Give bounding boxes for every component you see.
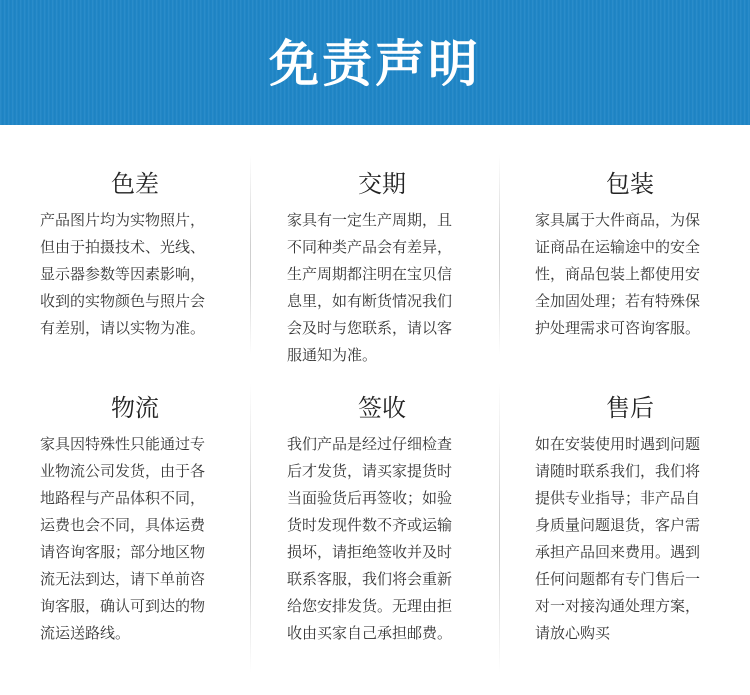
section-title: 色差 [111, 170, 159, 198]
section-body: 家具因特殊性只能通过专 业物流公司发货，由于各 地路程与产品体积不同， 运费也会不同，具体运费 请咨询客服；部分地区物 流无法到达，请下单前咨 询客服，确认可到达的物 流运送路线。 [40, 435, 206, 642]
section-title: 物流 [111, 394, 159, 422]
disclaimer-banner [0, 0, 750, 125]
section-body: 我们产品是经过仔细检查 后才发货，请买家提货时 当面验货后再签收；如验 货时发现件数不齐或运输 损坏，请拒绝签收并及时 联系客服，我们将会重新 给您安排发货。无理由拒 收由买家自己承担邮费。 [287, 435, 453, 642]
section-delivery-time [287, 167, 477, 369]
section-after-sales [535, 391, 725, 647]
section-body: 家具有一定生产周期，且 不同种类产品会有差异， 生产周期都注明在宝贝信 息里，如有断货情况我们 会及时与您联系，请以客 服通知为准。 [287, 211, 453, 364]
section-body: 家具属于大件商品，为保 证商品在运输途中的安全 性，商品包装上都使用安 全加固处理；若有特殊保 护处理需求可咨询客服。 [535, 211, 701, 337]
section-color-difference [40, 167, 230, 342]
section-packaging [535, 167, 725, 342]
section-receipt [287, 391, 477, 647]
divider-line [250, 155, 251, 355]
divider-line [250, 383, 251, 673]
section-title: 交期 [358, 170, 406, 198]
section-title: 售后 [606, 394, 654, 422]
page-title: 免责声明 [269, 34, 481, 93]
divider-line [499, 155, 500, 355]
section-body: 如在安装使用时遇到问题 请随时联系我们，我们将 提供专业指导；非产品自 身质量问题退货，客户需 承担产品回来费用。遇到 任何问题都有专门售后一 对一对接沟通处理方案， 请放心购买 [535, 435, 701, 642]
divider-line [499, 383, 500, 673]
section-logistics [40, 391, 230, 647]
section-title: 签收 [358, 394, 406, 422]
section-title: 包装 [606, 170, 654, 198]
section-body: 产品图片均为实物照片， 但由于拍摄技术、光线、 显示器参数等因素影响， 收到的实物颜色与照片会 有差别，请以实物为准。 [40, 211, 206, 337]
disclaimer-grid [0, 125, 750, 695]
